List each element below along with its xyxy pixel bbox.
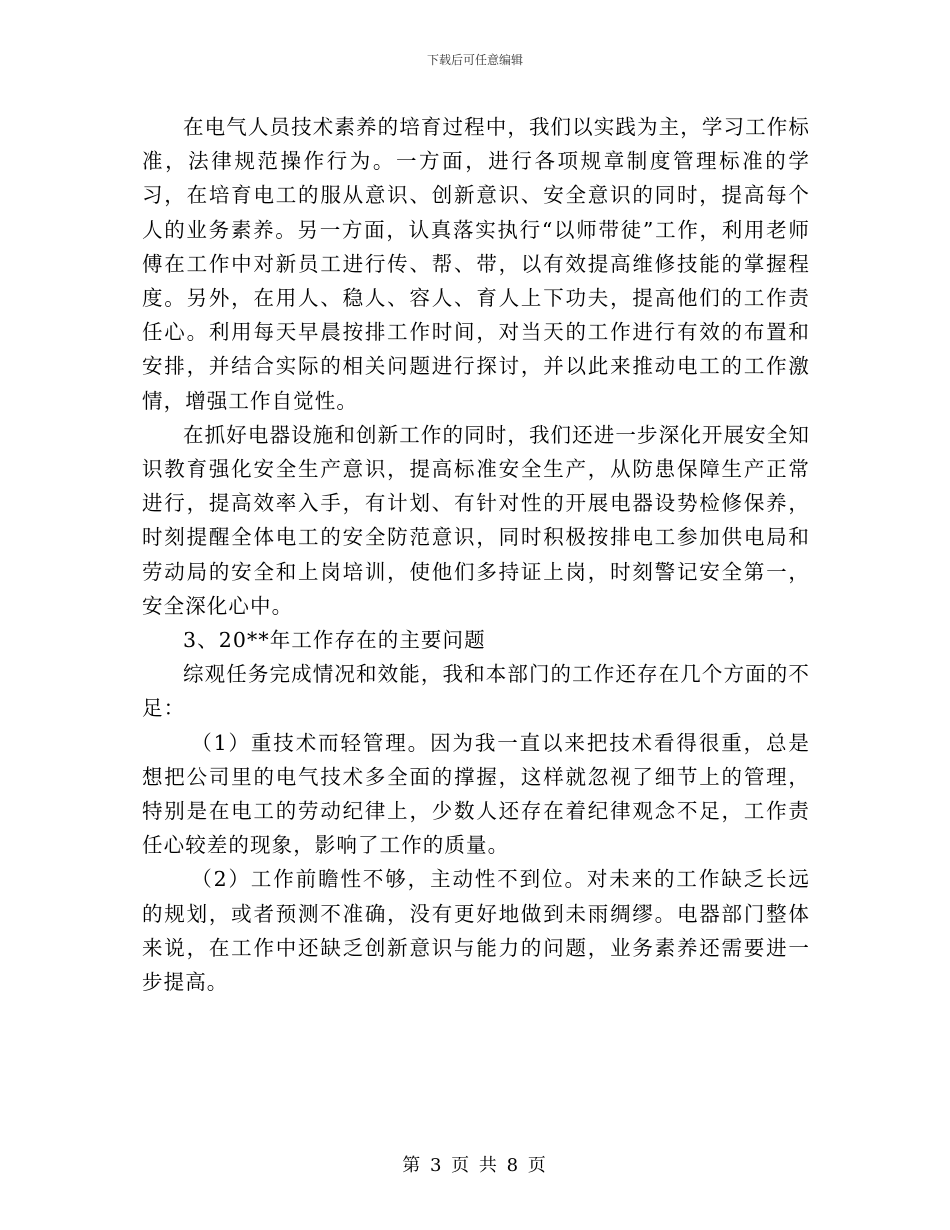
paragraph-safety-education: 在抓好电器设施和创新工作的同时，我们还进一步深化开展安全知识教育强化安全生产意识，提高标准安全生产，从防患保障生产正常进行，提高效率入手，有计划、有针对性的开展电器设势检修保养，时刻提醒全体电工的安全防范意识，同时积极按排电工参加供电局和劳动局的安全和上岗培训，使他们多持证上岗，时刻警记安全第一，安全深化心中。 — [142, 422, 810, 618]
list-item-1: （1）重技术而轻管理。因为我一直以来把技术看得很重，总是想把公司里的电气技术多全面的撑握，这样就忽视了细节上的管理，特别是在电工的劳动纪律上，少数人还存在着纪律观念不足，工作责任心较差的现象，影响了工作的质量。 — [142, 730, 810, 858]
page-header-note: 下载后可任意编辑 — [426, 53, 523, 67]
document-body — [142, 110, 810, 999]
section-heading-problems: 3、20**年工作存在的主要问题 — [183, 628, 486, 653]
paragraph-technical-training: 在电气人员技术素养的培育过程中，我们以实践为主，学习工作标准，法律规范操作行为。一方面，进行各项规章制度管理标准的学习，在培育电工的服从意识、创新意识、安全意识的同时，提高每个人的业务素养。另一方面，认真落实执行“以师带徒”工作，利用老师傅在工作中对新员工进行传、帮、带，以有效提高维修技能的掌握程度。另外，在用人、稳人、容人、育人上下功夫，提高他们的工作责任心。利用每天早晨按排工作时间，对当天的工作进行有效的布置和安排，并结合实际的相关问题进行探讨，并以此来推动电工的工作激情，增强工作自觉性。 — [142, 115, 810, 413]
list-item-2: （2）工作前瞻性不够，主动性不到位。对未来的工作缺乏长远的规划，或者预测不准确，没有更好地做到未雨绸缪。电器部门整体来说，在工作中还缺乏创新意识与能力的问题，业务素养还需要进一步提高。 — [142, 867, 810, 995]
paragraph-shortcomings-intro: 综观任务完成情况和效能，我和本部门的工作还存在几个方面的不足： — [142, 662, 810, 721]
page-number: 第 3 页 共 8 页 — [402, 1155, 548, 1176]
